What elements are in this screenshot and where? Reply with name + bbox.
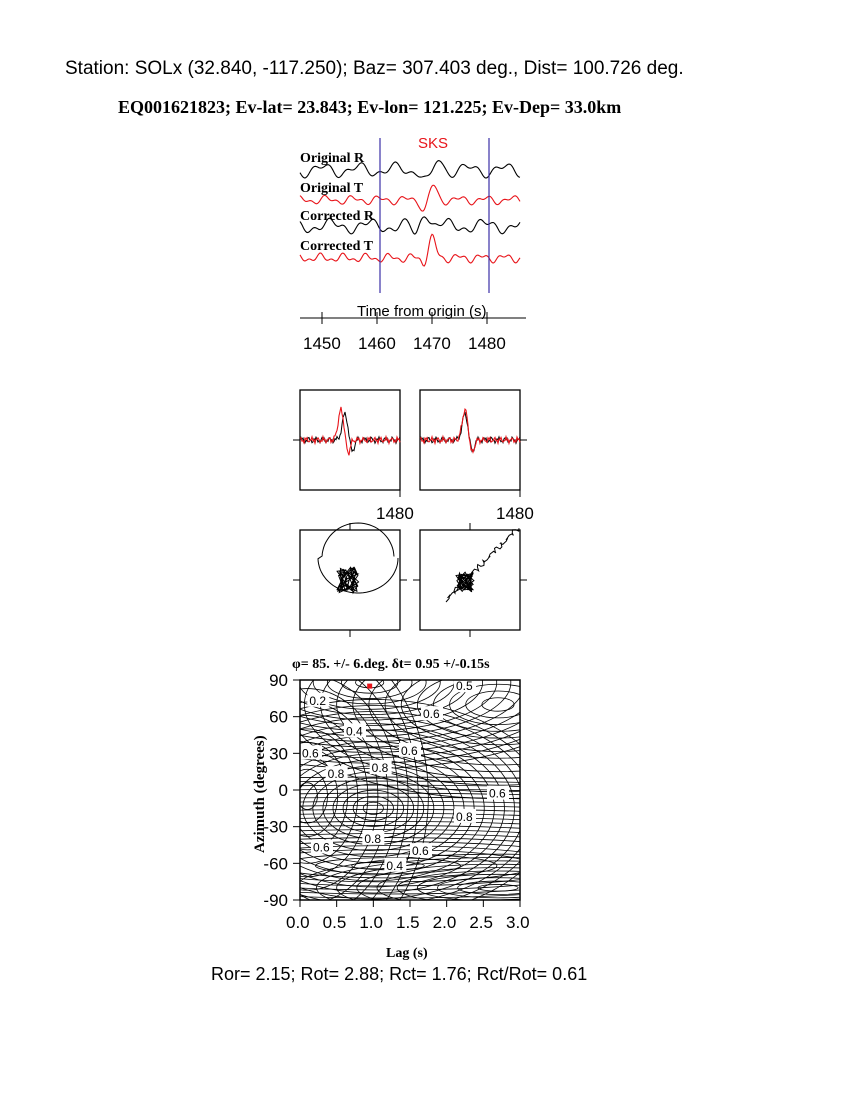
waveform-traces-right [420, 409, 520, 452]
contour-label: 0.6 [401, 743, 418, 758]
contour-label: 0.8 [456, 809, 473, 824]
contour-label: 0.8 [371, 761, 389, 775]
particle-motion-left-path [318, 523, 398, 593]
contour-line [0, 786, 850, 942]
grid-y-tick-label: -90 [263, 891, 288, 910]
contour-label: 0.6 [302, 746, 319, 761]
trace-label-original-r: Original R [300, 151, 365, 166]
time-tick-label: 1460 [358, 334, 396, 353]
trace-label-original-t: Original T [300, 181, 364, 196]
contour-line [186, 635, 428, 958]
contour-label: 0.8 [327, 767, 345, 782]
station-info: Station: SOLx (32.840, -117.250); Baz= 307.403 deg., Dist= 100.726 deg. [65, 58, 684, 79]
contour-label: 0.6 [489, 786, 506, 801]
time-tick-label: 1450 [303, 334, 341, 353]
time-tick-label: 1470 [413, 334, 451, 353]
contour-label: 0.4 [346, 724, 363, 739]
trace-label-corrected-r: Corrected R [300, 209, 374, 224]
contour-line [227, 689, 388, 904]
contour-label: 0.6 [423, 707, 440, 722]
contour-line [0, 805, 850, 926]
grid-xlabel: Lag (s) [386, 946, 428, 961]
particle-motion-panels [293, 523, 527, 637]
contour-line [144, 596, 596, 768]
contour-label: 0.6 [412, 844, 429, 859]
grid-ylabel: Azimuth (degrees) [252, 735, 268, 853]
particle-motion-squiggle [456, 572, 474, 591]
waveform-right-tick-label: 1480 [496, 504, 534, 523]
grid-x-tick-label: 0.0 [286, 913, 310, 932]
time-axis-label: Time from origin (s) [357, 303, 487, 320]
grid-x-tick-label: 3.0 [506, 913, 530, 932]
particle-motion-right-path [446, 528, 519, 602]
waveform-traces-left [300, 407, 400, 455]
event-info: EQ001621823; Ev-lat= 23.843; Ev-lon= 121.225; Ev-Dep= 33.0km [118, 97, 622, 117]
contour-label: 0.2 [309, 693, 327, 708]
contour-label: 0.6 [313, 840, 330, 855]
contour-line [158, 602, 581, 763]
phase-label: SKS [418, 135, 449, 152]
best-fit-marker [367, 684, 372, 689]
contour-line [0, 801, 850, 930]
grid-x-tick-label: 1.5 [396, 913, 420, 932]
grid-y-tick-label: 0 [278, 781, 288, 800]
trace-label-corrected-t: Corrected T [300, 239, 373, 254]
contour-line [257, 639, 483, 725]
particle-motion-squiggle [337, 567, 359, 593]
contour-group [0, 596, 850, 957]
contour-line [0, 813, 850, 918]
contour-lines [0, 596, 850, 957]
grid-y-tick-label: 60 [269, 707, 288, 727]
grid-y-tick-label: -30 [263, 817, 288, 837]
waveform-trace [300, 412, 400, 451]
contour-line [0, 793, 850, 938]
contour-line [0, 777, 850, 954]
grid-y-tick-label: 90 [269, 671, 288, 690]
grid-x-tick-label: 1.0 [359, 913, 383, 932]
fit-statistics: Ror= 2.15; Rot= 2.88; Rct= 1.76; Rct/Rot= 0.61 [211, 964, 588, 984]
grid-title: φ= 85. +/- 6.deg. δt= 0.95 +/-0.15s [292, 657, 490, 672]
waveform-trace [300, 407, 400, 455]
grid-y-tick-label: 30 [269, 744, 288, 764]
contour-label: 0.8 [364, 831, 382, 846]
contour-line [0, 781, 850, 950]
grid-y-tick-label: -60 [263, 854, 288, 874]
contour-label: 0.5 [456, 679, 473, 694]
contour-label: 0.4 [386, 858, 404, 873]
time-tick-label: 1480 [468, 334, 506, 353]
contour-line [0, 809, 850, 922]
waveform-comparison-panels [293, 390, 534, 523]
splitting-grid-panel [0, 596, 850, 961]
waveform-trace [420, 409, 520, 452]
waveform-left-tick-label: 1480 [376, 504, 414, 523]
grid-x-tick-label: 2.5 [469, 913, 493, 932]
grid-x-tick-label: 2.0 [432, 913, 457, 932]
grid-x-tick-label: 0.5 [322, 913, 347, 932]
seismogram-panel [300, 135, 526, 353]
